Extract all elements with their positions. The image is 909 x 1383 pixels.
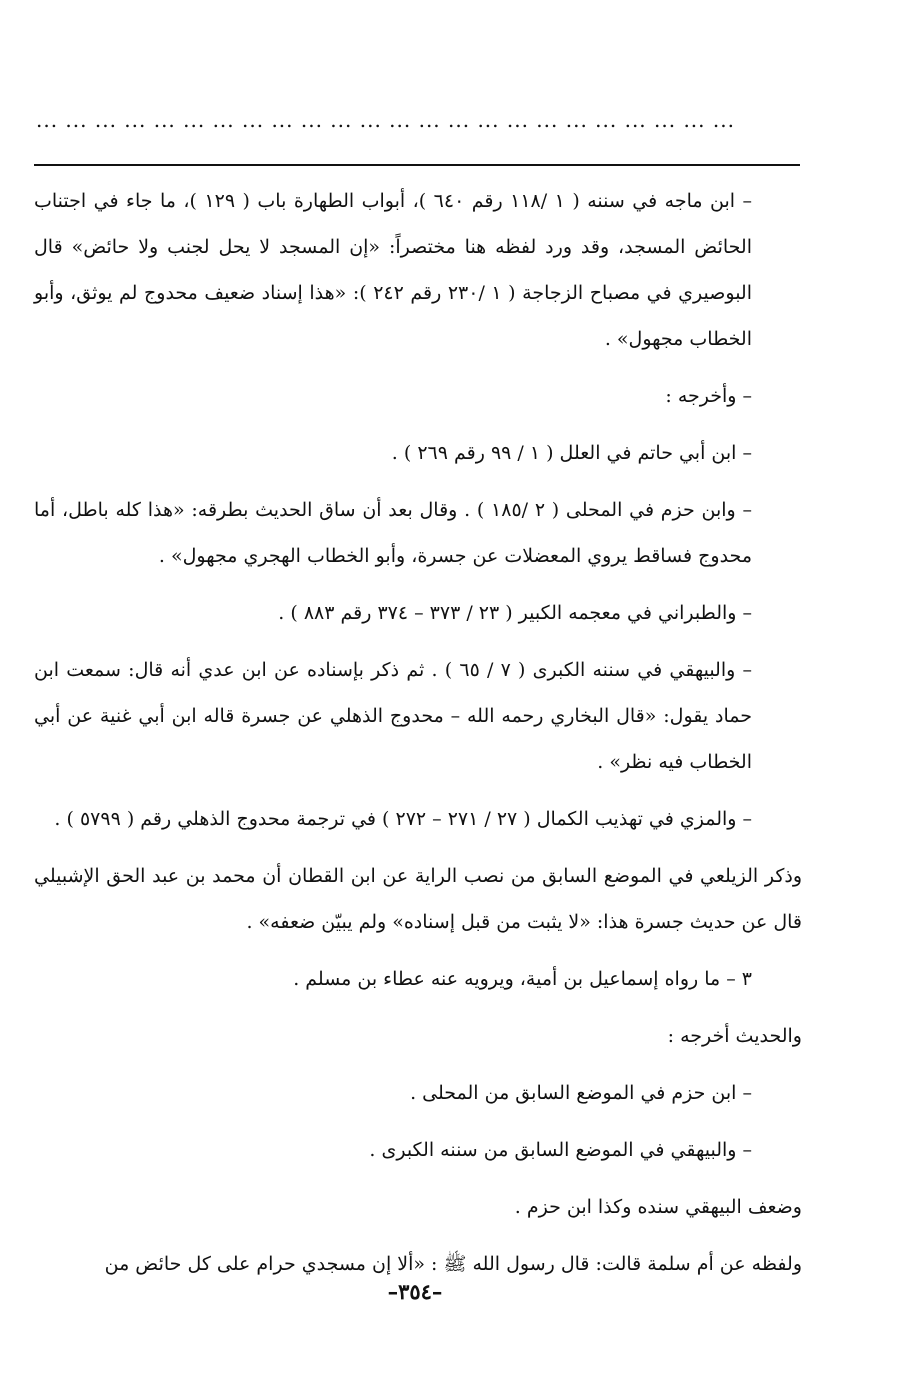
paragraph-zaylai: وذكر الزيلعي في الموضع السابق من نصب الراية عن ابن القطان أن محمد بن عبد الحق الإشبيلي قال عن حديث جسرة هذا: «لا يثبت من قبل إسناده» ولم يبيّن ضعفه» . (34, 865, 802, 933)
footnote-rule (34, 164, 800, 166)
paragraph-item-3: ٣ – ما رواه إسماعيل بن أمية، ويرويه عنه عطاء بن مسلم . (293, 968, 752, 990)
paragraph-akhrajahu: – وأخرجه : (665, 385, 752, 407)
paragraph-umm-salama: ولفظه عن أم سلمة قالت: قال رسول الله ﷺ : «ألا إن مسجدي حرام على كل حائض من (104, 1253, 802, 1275)
paragraph-ibn-majah: – ابن ماجه في سننه ( ١ /١١٨ رقم ٦٤٠ )، أبواب الطهارة باب ( ١٢٩ )، ما جاء في اجتناب الحائض المسجد، وقد ورد لفظه هنا مختصراً: «إن المسجد لا يحل لجنب ولا حائض» قال البوصيري في مصباح الزجاجة ( ١ /٢٣٠ رقم ٢٤٢ ): «هذا إسناد ضعيف محدوج لم يوثق، وأبو الخطاب مجهول» . (34, 190, 753, 350)
paragraph-weakness-note: وضعف البيهقي سنده وكذا ابن حزم . (514, 1196, 802, 1218)
paragraph-bayhaqi-2: – والبيهقي في الموضع السابق من سننه الكبرى . (369, 1139, 752, 1161)
paragraph-bayhaqi: – والبيهقي في سننه الكبرى ( ٧ / ٦٥ ) . ثم ذكر بإسناده عن ابن عدي أنه قال: سمعت ابن حماد يقول: «قال البخاري رحمه الله – محدوج الذهلي عن جسرة قاله ابن أبي غنية عن أبي الخطاب فيه نظر» . (34, 659, 752, 773)
paragraph-ibn-hazm-2: – ابن حزم في الموضع السابق من المحلى . (410, 1082, 752, 1104)
page-number: –٣٥٤– (387, 1279, 443, 1304)
paragraph-tabarani: – والطبراني في معجمه الكبير ( ٢٣ / ٣٧٣ – ٣٧٤ رقم ٨٨٣ ) . (278, 602, 752, 624)
paragraph-hadith-akhrajahu: والحديث أخرجه : (667, 1025, 802, 1047)
paragraph-ibn-abi-hatim: – ابن أبي حاتم في العلل ( ١ / ٩٩ رقم ٢٦٩ ) . (391, 442, 752, 464)
paragraph-ibn-hazm: – وابن حزم في المحلى ( ٢ /١٨٥ ) . وقال بعد أن ساق الحديث بطرقه: «هذا كله باطل، أما محدوج فساقط يروي المعضلات عن جسرة، وأبو الخطاب الهجري مجهول» . (34, 499, 752, 567)
footnote-body (34, 178, 802, 1298)
dotted-separator: ... ... ... ... ... ... ... ... ... ... ... ... ... ... ... ... ... ... ... ... ... ... ... ... (36, 108, 735, 132)
paragraph-mizzi: – والمزي في تهذيب الكمال ( ٢٧ / ٢٧١ – ٢٧٢ ) في ترجمة محدوج الذهلي رقم ( ٥٧٩٩ ) . (54, 808, 752, 830)
